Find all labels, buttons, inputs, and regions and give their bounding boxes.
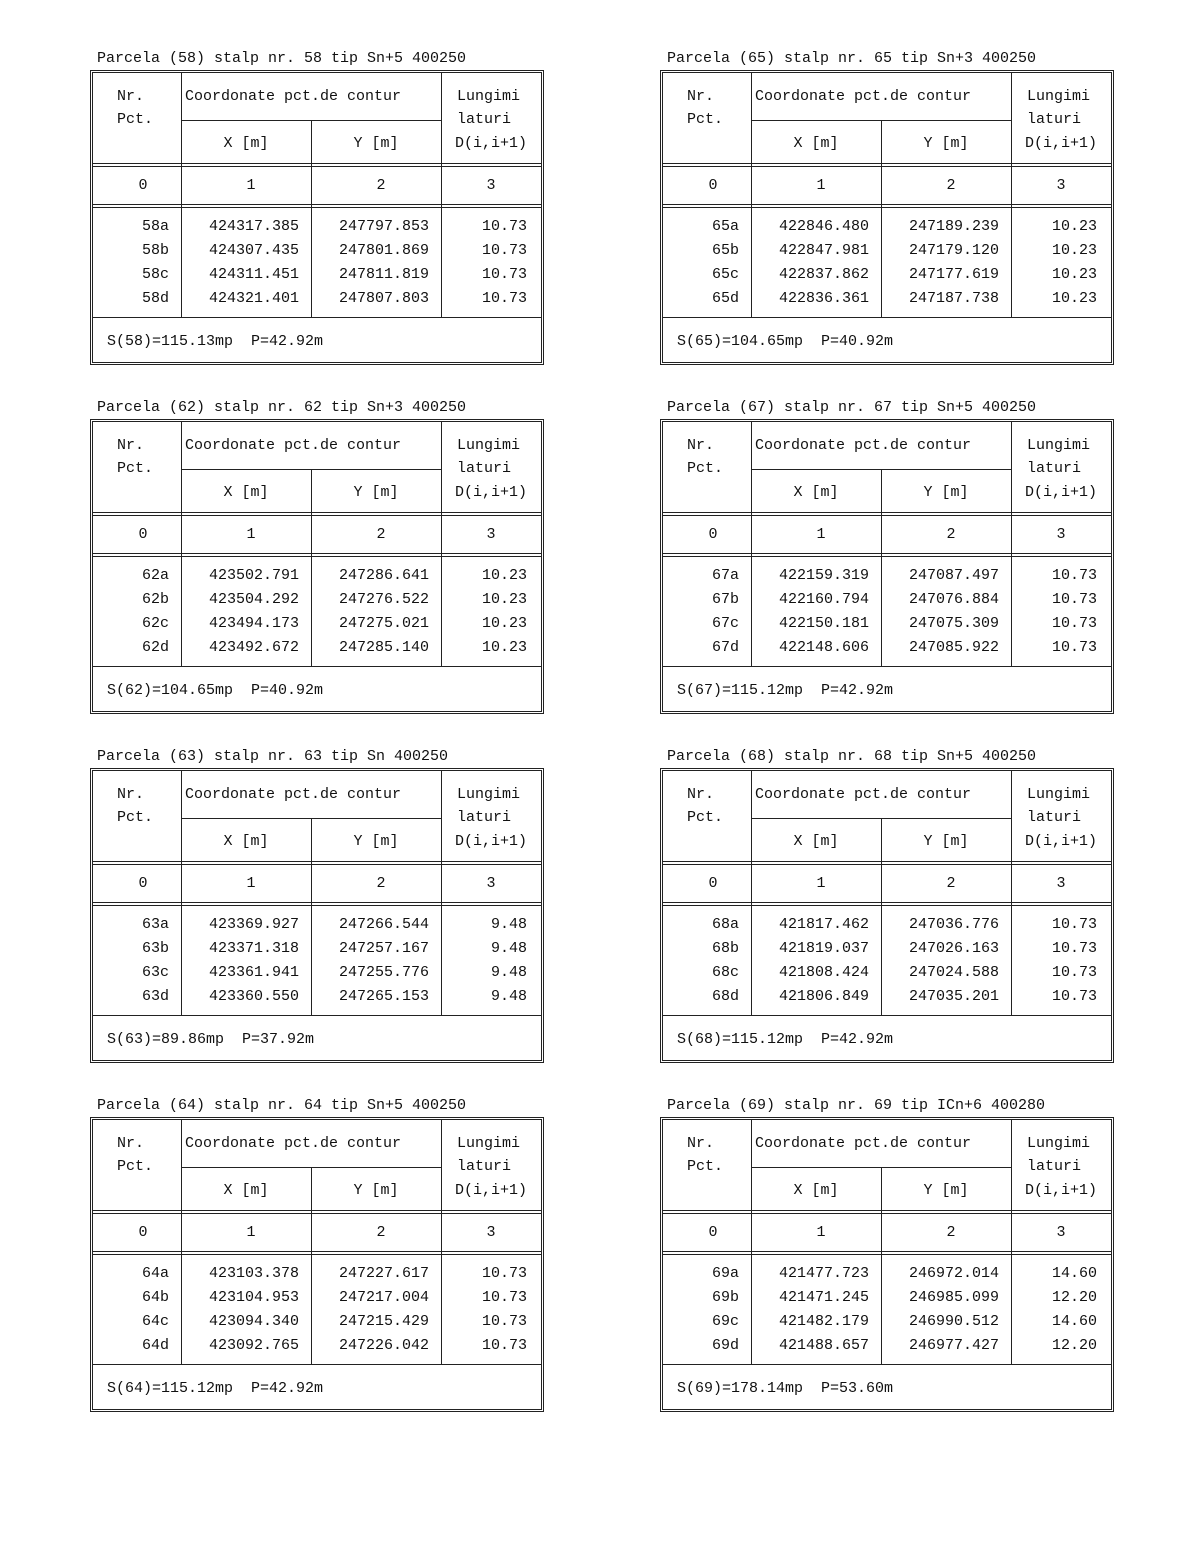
parcel-block — [90, 1097, 544, 1427]
header-d: D(i,i+1) — [1025, 1182, 1098, 1199]
column-number: 2 — [376, 875, 386, 892]
point-id: 67d — [711, 639, 739, 656]
coordinate-x: 422836.361 — [778, 290, 869, 307]
point-id: 68a — [711, 916, 739, 933]
parcel-block — [90, 399, 544, 729]
section-separator — [663, 902, 1111, 906]
side-length: 9.48 — [490, 940, 527, 957]
coordinates-table — [90, 768, 544, 1063]
coordinate-y: 247801.869 — [338, 242, 429, 259]
coordinate-x: 422159.319 — [778, 567, 869, 584]
header-coordinates: Coordonate pct.de contur — [755, 88, 972, 105]
column-number: 2 — [946, 875, 956, 892]
column-divider — [441, 1120, 442, 1167]
coordinate-y: 247226.042 — [338, 1337, 429, 1354]
parcel-title: Parcela (64) stalp nr. 64 tip Sn+5 400250 — [97, 1097, 467, 1114]
coordinate-y: 247275.021 — [338, 615, 429, 632]
parcel-title: Parcela (62) stalp nr. 62 tip Sn+3 400250 — [97, 399, 467, 416]
header-lungimi: Lungimi — [1027, 786, 1091, 803]
coordinate-y: 247215.429 — [338, 1313, 429, 1330]
side-length: 10.73 — [1051, 567, 1097, 584]
header-pct: Pct. — [117, 1158, 154, 1175]
point-id: 58d — [141, 290, 169, 307]
parcel-summary: S(58)=115.13mp P=42.92m — [107, 333, 324, 350]
column-number: 0 — [138, 875, 148, 892]
header-divider — [751, 1167, 1011, 1168]
header-x: X [m] — [223, 135, 269, 152]
point-id: 64c — [141, 1313, 169, 1330]
coordinate-y: 247085.922 — [908, 639, 999, 656]
coordinate-x: 422150.181 — [778, 615, 869, 632]
parcel-summary: S(64)=115.12mp P=42.92m — [107, 1380, 324, 1397]
parcel-title: Parcela (68) stalp nr. 68 tip Sn+5 400250 — [667, 748, 1037, 765]
header-d: D(i,i+1) — [455, 833, 528, 850]
header-y: Y [m] — [923, 135, 969, 152]
side-length: 10.73 — [1051, 591, 1097, 608]
side-length: 10.23 — [1051, 242, 1097, 259]
side-length: 10.73 — [1051, 940, 1097, 957]
side-length: 9.48 — [490, 964, 527, 981]
header-pct: Pct. — [687, 111, 724, 128]
point-id: 63b — [141, 940, 169, 957]
coordinate-x: 423502.791 — [208, 567, 299, 584]
column-number: 0 — [708, 875, 718, 892]
point-id: 63a — [141, 916, 169, 933]
header-y: Y [m] — [353, 484, 399, 501]
coordinate-x: 424321.401 — [208, 290, 299, 307]
point-id: 67b — [711, 591, 739, 608]
summary-divider — [663, 317, 1111, 318]
side-length: 10.73 — [1051, 964, 1097, 981]
parcel-summary: S(68)=115.12mp P=42.92m — [677, 1031, 894, 1048]
section-separator — [663, 861, 1111, 865]
side-length: 10.23 — [481, 639, 527, 656]
coordinate-x: 422847.981 — [778, 242, 869, 259]
coordinate-x: 421808.424 — [778, 964, 869, 981]
parcel-block — [660, 748, 1114, 1078]
coordinate-x: 423094.340 — [208, 1313, 299, 1330]
header-y: Y [m] — [923, 833, 969, 850]
header-divider — [181, 120, 441, 121]
coordinate-y: 247286.641 — [338, 567, 429, 584]
header-d: D(i,i+1) — [1025, 833, 1098, 850]
header-divider — [751, 818, 1011, 819]
header-pct: Pct. — [117, 809, 154, 826]
coordinate-x: 424307.435 — [208, 242, 299, 259]
header-laturi: laturi — [457, 460, 512, 477]
coordinate-y: 246990.512 — [908, 1313, 999, 1330]
point-id: 68c — [711, 964, 739, 981]
coordinate-x: 421806.849 — [778, 988, 869, 1005]
header-x: X [m] — [223, 484, 269, 501]
header-pct: Pct. — [117, 460, 154, 477]
coordinate-y: 247227.617 — [338, 1265, 429, 1282]
section-separator — [663, 512, 1111, 516]
header-d: D(i,i+1) — [455, 135, 528, 152]
point-id: 63d — [141, 988, 169, 1005]
point-id: 62b — [141, 591, 169, 608]
side-length: 10.73 — [481, 218, 527, 235]
coordinates-table — [90, 70, 544, 365]
column-number: 0 — [708, 177, 718, 194]
coordinate-y: 247807.803 — [338, 290, 429, 307]
header-x: X [m] — [223, 833, 269, 850]
side-length: 9.48 — [490, 988, 527, 1005]
section-separator — [93, 204, 541, 208]
point-id: 63c — [141, 964, 169, 981]
section-separator — [93, 1251, 541, 1255]
header-coordinates: Coordonate pct.de contur — [185, 88, 402, 105]
summary-divider — [93, 1364, 541, 1365]
coordinate-y: 247285.140 — [338, 639, 429, 656]
header-divider — [751, 469, 1011, 470]
coordinate-x: 423492.672 — [208, 639, 299, 656]
header-nr: Nr. — [687, 1135, 715, 1152]
coordinate-y: 247036.776 — [908, 916, 999, 933]
side-length: 10.73 — [481, 290, 527, 307]
coordinate-y: 247076.884 — [908, 591, 999, 608]
section-separator — [663, 553, 1111, 557]
coordinate-x: 423092.765 — [208, 1337, 299, 1354]
coordinate-y: 247797.853 — [338, 218, 429, 235]
column-divider — [1011, 1120, 1012, 1167]
point-id: 65a — [711, 218, 739, 235]
header-nr: Nr. — [687, 786, 715, 803]
coordinate-y: 247257.167 — [338, 940, 429, 957]
column-number: 3 — [1056, 875, 1066, 892]
summary-divider — [663, 1015, 1111, 1016]
header-nr: Nr. — [687, 437, 715, 454]
column-divider — [441, 73, 442, 120]
parcel-title: Parcela (58) stalp nr. 58 tip Sn+5 400250 — [97, 50, 467, 67]
header-divider — [181, 818, 441, 819]
point-id: 62a — [141, 567, 169, 584]
header-lungimi: Lungimi — [1027, 437, 1091, 454]
parcel-title: Parcela (67) stalp nr. 67 tip Sn+5 400250 — [667, 399, 1037, 416]
header-nr: Nr. — [117, 1135, 145, 1152]
coordinate-y: 247026.163 — [908, 940, 999, 957]
header-coordinates: Coordonate pct.de contur — [755, 437, 972, 454]
coordinate-y: 246977.427 — [908, 1337, 999, 1354]
coordinate-x: 423103.378 — [208, 1265, 299, 1282]
column-number: 1 — [246, 526, 256, 543]
side-length: 10.23 — [481, 615, 527, 632]
header-nr: Nr. — [117, 786, 145, 803]
column-number: 1 — [816, 875, 826, 892]
point-id: 67a — [711, 567, 739, 584]
parcel-title: Parcela (63) stalp nr. 63 tip Sn 400250 — [97, 748, 449, 765]
coordinate-x: 424317.385 — [208, 218, 299, 235]
point-id: 64a — [141, 1265, 169, 1282]
column-number: 1 — [816, 177, 826, 194]
summary-divider — [663, 666, 1111, 667]
coordinate-x: 421471.245 — [778, 1289, 869, 1306]
coordinates-table — [660, 768, 1114, 1063]
parcel-block — [660, 50, 1114, 380]
coordinate-x: 423361.941 — [208, 964, 299, 981]
side-length: 10.23 — [481, 567, 527, 584]
parcel-summary: S(67)=115.12mp P=42.92m — [677, 682, 894, 699]
column-number: 3 — [1056, 1224, 1066, 1241]
coordinates-table — [90, 1117, 544, 1412]
header-coordinates: Coordonate pct.de contur — [185, 1135, 402, 1152]
column-divider — [1011, 771, 1012, 818]
coordinate-x: 422846.480 — [778, 218, 869, 235]
side-length: 10.73 — [481, 242, 527, 259]
point-id: 64d — [141, 1337, 169, 1354]
point-id: 69a — [711, 1265, 739, 1282]
coordinate-y: 247276.522 — [338, 591, 429, 608]
coordinate-x: 423504.292 — [208, 591, 299, 608]
coordinate-y: 247024.588 — [908, 964, 999, 981]
header-x: X [m] — [223, 1182, 269, 1199]
header-divider — [181, 1167, 441, 1168]
parcel-block — [90, 748, 544, 1078]
column-number: 3 — [486, 875, 496, 892]
point-id: 67c — [711, 615, 739, 632]
column-divider — [441, 422, 442, 469]
column-number: 2 — [376, 177, 386, 194]
column-number: 1 — [246, 875, 256, 892]
point-id: 62d — [141, 639, 169, 656]
column-number: 1 — [816, 526, 826, 543]
header-d: D(i,i+1) — [455, 1182, 528, 1199]
coordinate-x: 423360.550 — [208, 988, 299, 1005]
summary-divider — [93, 317, 541, 318]
header-x: X [m] — [793, 484, 839, 501]
point-id: 68b — [711, 940, 739, 957]
header-d: D(i,i+1) — [455, 484, 528, 501]
coordinate-y: 247811.819 — [338, 266, 429, 283]
side-length: 12.20 — [1051, 1289, 1097, 1306]
side-length: 10.73 — [1051, 916, 1097, 933]
header-y: Y [m] — [353, 1182, 399, 1199]
coordinate-y: 247075.309 — [908, 615, 999, 632]
coordinate-x: 423371.318 — [208, 940, 299, 957]
header-laturi: laturi — [457, 809, 512, 826]
coordinate-x: 421488.657 — [778, 1337, 869, 1354]
parcel-block — [660, 1097, 1114, 1427]
point-id: 62c — [141, 615, 169, 632]
summary-divider — [93, 666, 541, 667]
side-length: 14.60 — [1051, 1313, 1097, 1330]
coordinate-x: 423494.173 — [208, 615, 299, 632]
header-y: Y [m] — [353, 135, 399, 152]
summary-divider — [663, 1364, 1111, 1365]
column-number: 3 — [486, 1224, 496, 1241]
side-length: 12.20 — [1051, 1337, 1097, 1354]
header-lungimi: Lungimi — [457, 88, 521, 105]
coordinates-table — [660, 419, 1114, 714]
coordinate-x: 422148.606 — [778, 639, 869, 656]
coordinate-y: 247087.497 — [908, 567, 999, 584]
header-laturi: laturi — [457, 111, 512, 128]
header-nr: Nr. — [117, 437, 145, 454]
column-number: 2 — [376, 1224, 386, 1241]
section-separator — [93, 553, 541, 557]
side-length: 10.73 — [1051, 988, 1097, 1005]
header-lungimi: Lungimi — [1027, 1135, 1091, 1152]
coordinate-y: 247179.120 — [908, 242, 999, 259]
coordinate-y: 247266.544 — [338, 916, 429, 933]
parcel-summary: S(62)=104.65mp P=40.92m — [107, 682, 324, 699]
point-id: 58a — [141, 218, 169, 235]
column-number: 0 — [138, 1224, 148, 1241]
column-number: 3 — [1056, 526, 1066, 543]
point-id: 69d — [711, 1337, 739, 1354]
coordinate-x: 423369.927 — [208, 916, 299, 933]
parcel-block — [660, 399, 1114, 729]
header-y: Y [m] — [923, 484, 969, 501]
column-number: 2 — [376, 526, 386, 543]
coordinate-x: 424311.451 — [208, 266, 299, 283]
coordinates-table — [660, 1117, 1114, 1412]
header-pct: Pct. — [687, 460, 724, 477]
coordinate-y: 247265.153 — [338, 988, 429, 1005]
parcel-title: Parcela (69) stalp nr. 69 tip ICn+6 400280 — [667, 1097, 1046, 1114]
coordinate-y: 246972.014 — [908, 1265, 999, 1282]
header-laturi: laturi — [1027, 460, 1082, 477]
header-divider — [181, 469, 441, 470]
header-coordinates: Coordonate pct.de contur — [185, 786, 402, 803]
coordinate-x: 421819.037 — [778, 940, 869, 957]
side-length: 10.23 — [1051, 218, 1097, 235]
header-coordinates: Coordonate pct.de contur — [185, 437, 402, 454]
side-length: 9.48 — [490, 916, 527, 933]
side-length: 14.60 — [1051, 1265, 1097, 1282]
column-number: 2 — [946, 526, 956, 543]
header-pct: Pct. — [687, 1158, 724, 1175]
header-divider — [751, 120, 1011, 121]
side-length: 10.73 — [481, 1289, 527, 1306]
column-number: 0 — [708, 526, 718, 543]
header-lungimi: Lungimi — [457, 437, 521, 454]
header-x: X [m] — [793, 833, 839, 850]
section-separator — [663, 204, 1111, 208]
parcel-summary: S(69)=178.14mp P=53.60m — [677, 1380, 894, 1397]
header-laturi: laturi — [1027, 1158, 1082, 1175]
coordinate-x: 421817.462 — [778, 916, 869, 933]
side-length: 10.73 — [481, 1313, 527, 1330]
point-id: 58c — [141, 266, 169, 283]
column-number: 1 — [246, 1224, 256, 1241]
section-separator — [93, 512, 541, 516]
column-number: 0 — [708, 1224, 718, 1241]
section-separator — [93, 861, 541, 865]
column-number: 0 — [138, 526, 148, 543]
header-y: Y [m] — [923, 1182, 969, 1199]
coordinate-x: 421482.179 — [778, 1313, 869, 1330]
point-id: 58b — [141, 242, 169, 259]
header-d: D(i,i+1) — [1025, 484, 1098, 501]
column-number: 2 — [946, 1224, 956, 1241]
point-id: 68d — [711, 988, 739, 1005]
header-coordinates: Coordonate pct.de contur — [755, 1135, 972, 1152]
coordinate-y: 247255.776 — [338, 964, 429, 981]
side-length: 10.73 — [481, 1337, 527, 1354]
header-x: X [m] — [793, 135, 839, 152]
coordinate-x: 421477.723 — [778, 1265, 869, 1282]
coordinate-y: 247217.004 — [338, 1289, 429, 1306]
parcel-title: Parcela (65) stalp nr. 65 tip Sn+3 400250 — [667, 50, 1037, 67]
point-id: 65c — [711, 266, 739, 283]
header-laturi: laturi — [1027, 809, 1082, 826]
column-number: 1 — [816, 1224, 826, 1241]
section-separator — [663, 1210, 1111, 1214]
coordinate-x: 422837.862 — [778, 266, 869, 283]
parcel-summary: S(63)=89.86mp P=37.92m — [107, 1031, 315, 1048]
point-id: 64b — [141, 1289, 169, 1306]
header-laturi: laturi — [457, 1158, 512, 1175]
header-x: X [m] — [793, 1182, 839, 1199]
point-id: 65d — [711, 290, 739, 307]
column-number: 3 — [486, 177, 496, 194]
column-number: 3 — [1056, 177, 1066, 194]
column-number: 0 — [138, 177, 148, 194]
column-divider — [441, 771, 442, 818]
side-length: 10.23 — [1051, 266, 1097, 283]
header-nr: Nr. — [117, 88, 145, 105]
column-number: 2 — [946, 177, 956, 194]
section-separator — [93, 1210, 541, 1214]
coordinate-y: 247187.738 — [908, 290, 999, 307]
column-number: 3 — [486, 526, 496, 543]
header-nr: Nr. — [687, 88, 715, 105]
point-id: 69c — [711, 1313, 739, 1330]
header-pct: Pct. — [117, 111, 154, 128]
point-id: 65b — [711, 242, 739, 259]
coordinate-y: 246985.099 — [908, 1289, 999, 1306]
column-number: 1 — [246, 177, 256, 194]
section-separator — [93, 902, 541, 906]
column-divider — [1011, 73, 1012, 120]
side-length: 10.73 — [1051, 615, 1097, 632]
parcel-summary: S(65)=104.65mp P=40.92m — [677, 333, 894, 350]
parcel-block — [90, 50, 544, 380]
header-coordinates: Coordonate pct.de contur — [755, 786, 972, 803]
side-length: 10.73 — [1051, 639, 1097, 656]
summary-divider — [93, 1015, 541, 1016]
header-laturi: laturi — [1027, 111, 1082, 128]
section-separator — [93, 163, 541, 167]
coordinate-y: 247177.619 — [908, 266, 999, 283]
side-length: 10.23 — [481, 591, 527, 608]
section-separator — [663, 1251, 1111, 1255]
header-lungimi: Lungimi — [457, 1135, 521, 1152]
header-d: D(i,i+1) — [1025, 135, 1098, 152]
header-lungimi: Lungimi — [1027, 88, 1091, 105]
coordinate-x: 423104.953 — [208, 1289, 299, 1306]
header-pct: Pct. — [687, 809, 724, 826]
coordinate-y: 247035.201 — [908, 988, 999, 1005]
coordinates-table — [90, 419, 544, 714]
column-divider — [1011, 422, 1012, 469]
header-y: Y [m] — [353, 833, 399, 850]
side-length: 10.23 — [1051, 290, 1097, 307]
section-separator — [663, 163, 1111, 167]
coordinate-y: 247189.239 — [908, 218, 999, 235]
side-length: 10.73 — [481, 1265, 527, 1282]
coordinate-x: 422160.794 — [778, 591, 869, 608]
side-length: 10.73 — [481, 266, 527, 283]
point-id: 69b — [711, 1289, 739, 1306]
header-lungimi: Lungimi — [457, 786, 521, 803]
coordinates-table — [660, 70, 1114, 365]
